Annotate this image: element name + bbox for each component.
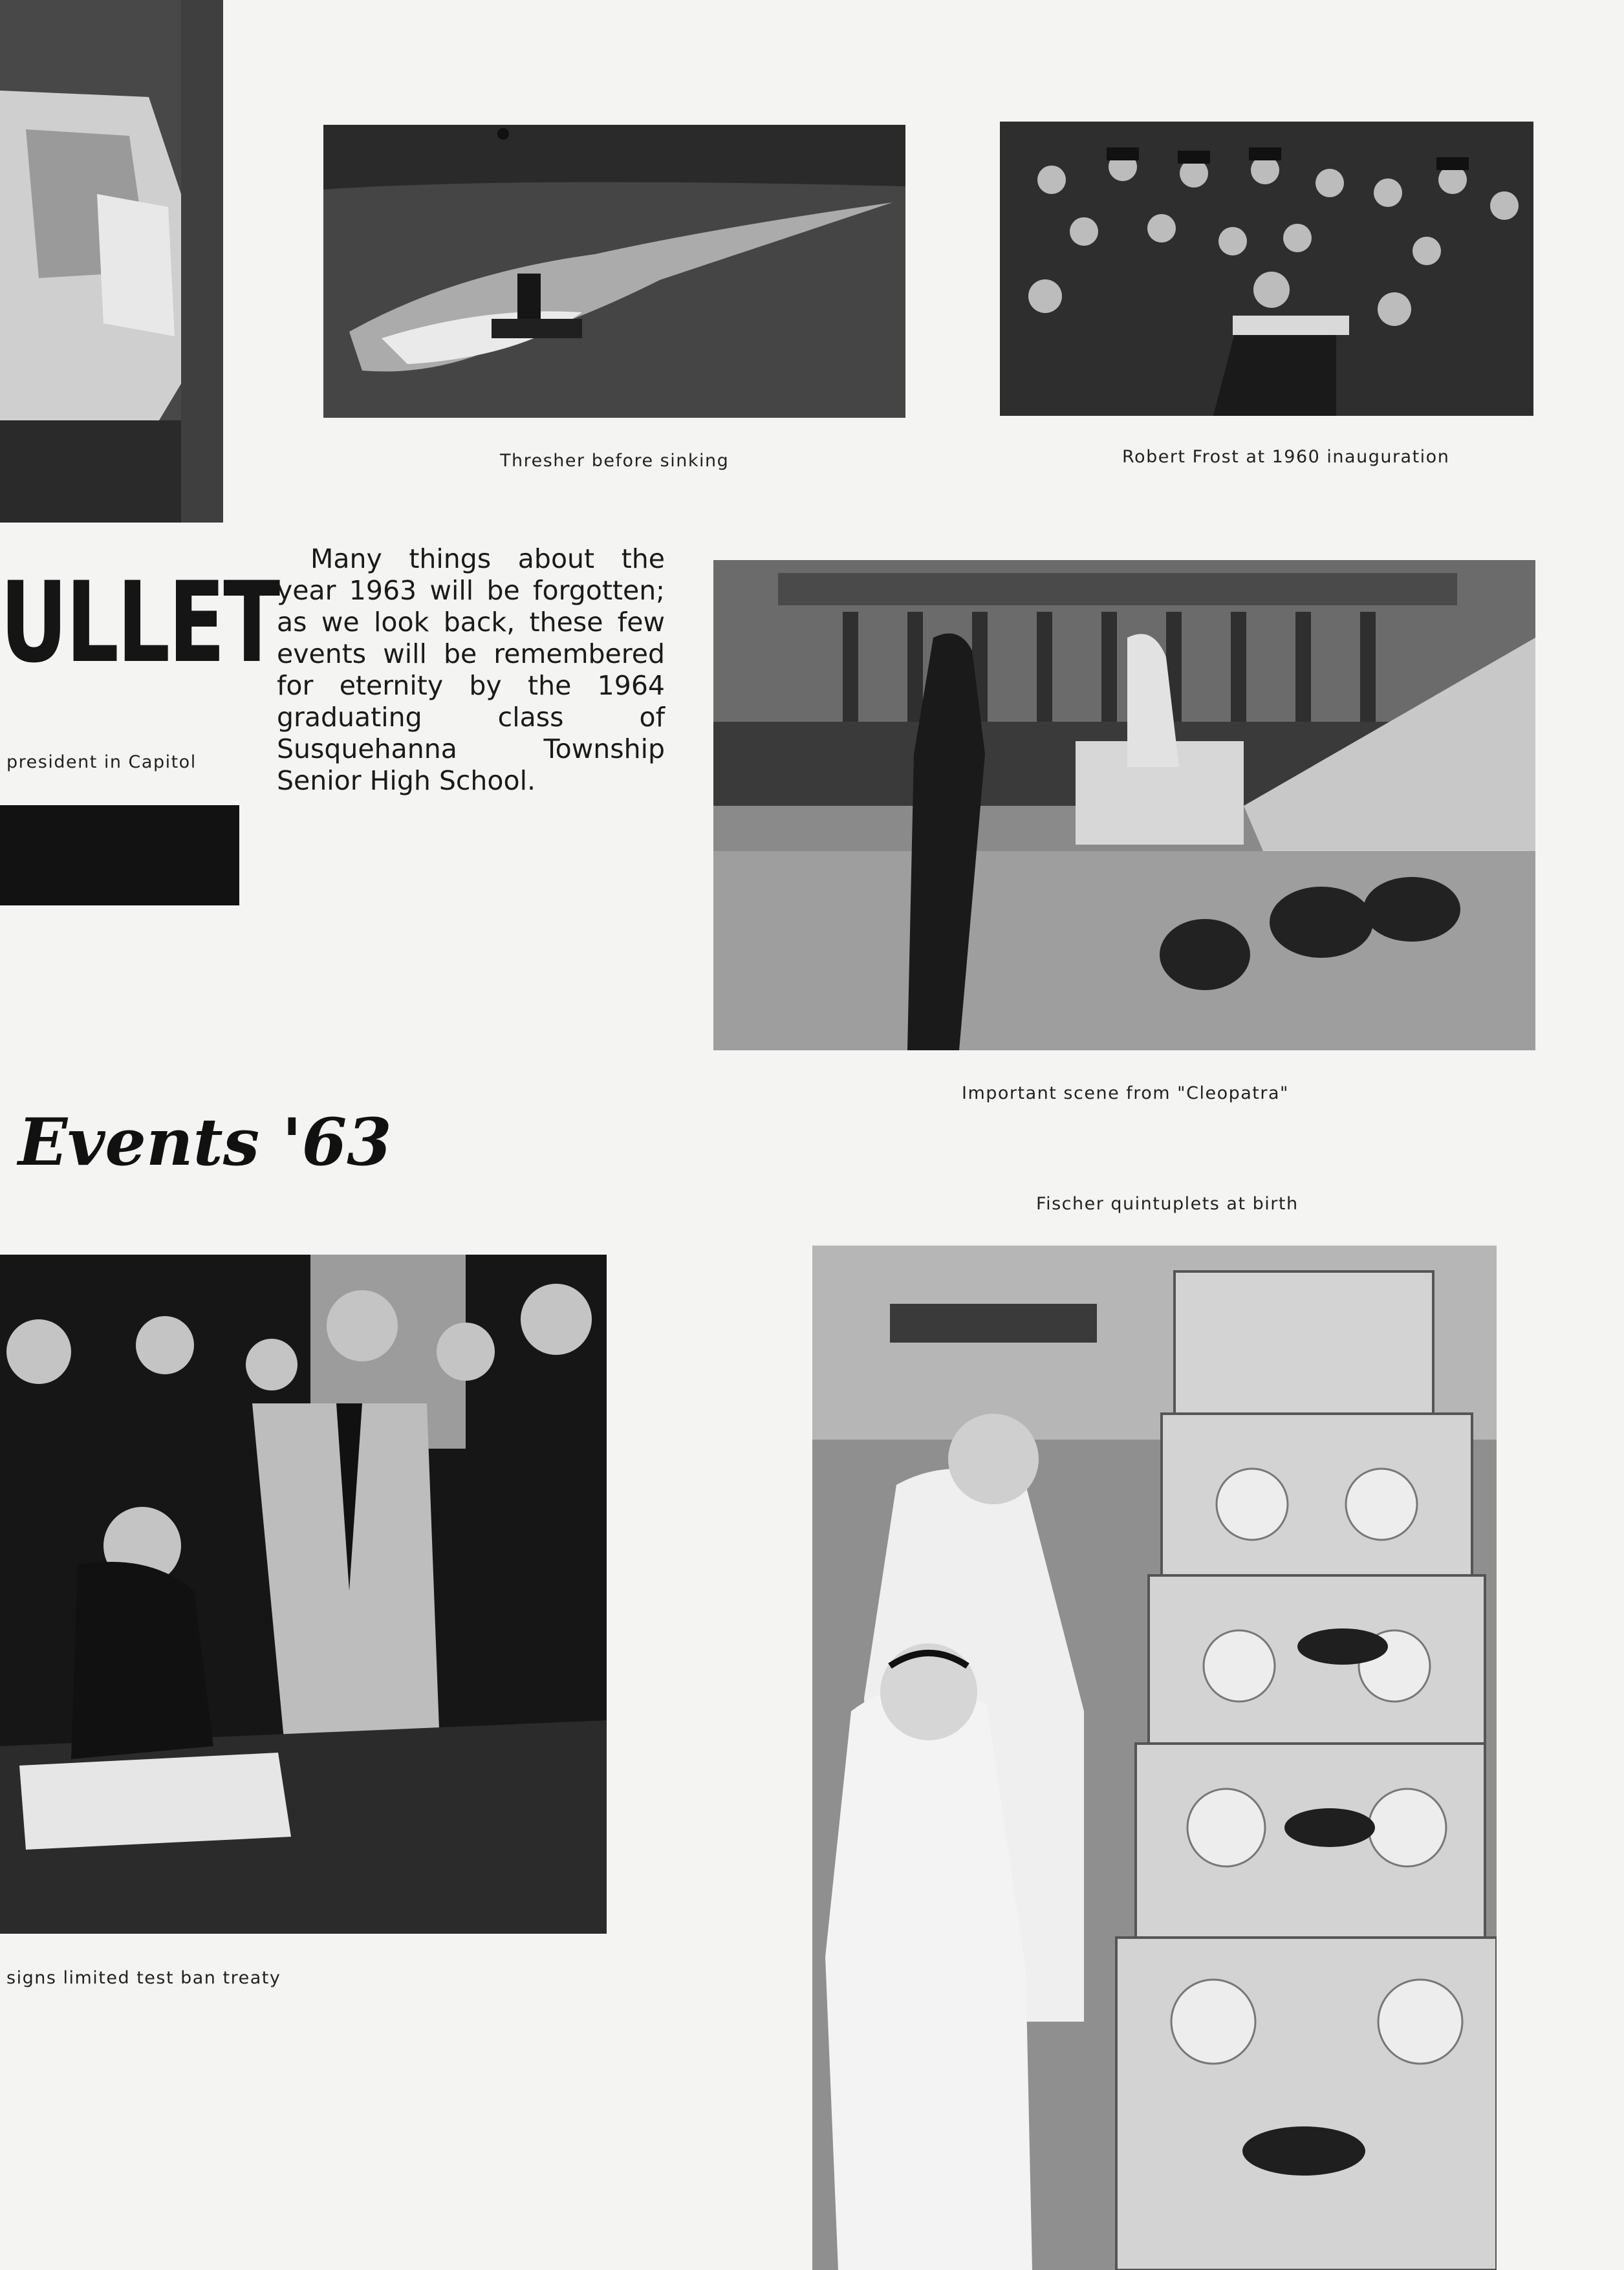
caption-quintuplets: Fischer quintuplets at birth — [1036, 1194, 1299, 1214]
incubators-photo — [812, 1246, 1497, 2270]
header-fragment: ULLET — [0, 557, 279, 687]
cleopatra-photo — [713, 560, 1535, 1050]
section-title: Events '63 — [18, 1104, 392, 1180]
intro-paragraph: Many things about the year 1963 will be forgotten; as we look back, these few events will be remembered for eternity by the 1964 graduating class of Susquehanna Township Senior High School. — [277, 543, 665, 796]
film-scene-photo — [713, 560, 1535, 1050]
caption-frost: Robert Frost at 1960 inauguration — [1122, 447, 1450, 467]
caption-thresher: Thresher before sinking — [500, 451, 730, 471]
caption-treaty: signs limited test ban treaty — [6, 1968, 281, 1988]
flag-draped-casket-photo — [0, 0, 223, 523]
caption-capitol: president in Capitol — [6, 752, 197, 772]
thresher-photo — [323, 125, 905, 418]
caption-cleopatra: Important scene from "Cleopatra" — [962, 1083, 1289, 1103]
treaty-signing-photo — [0, 1255, 607, 1934]
frost-photo — [1000, 122, 1533, 416]
quintuplets-photo — [812, 1246, 1497, 2270]
treaty-photo — [0, 1255, 607, 1934]
black-bar — [0, 805, 239, 905]
submarine-photo — [323, 125, 905, 418]
capitol-photo — [0, 0, 223, 523]
inauguration-crowd-photo — [1000, 122, 1533, 416]
